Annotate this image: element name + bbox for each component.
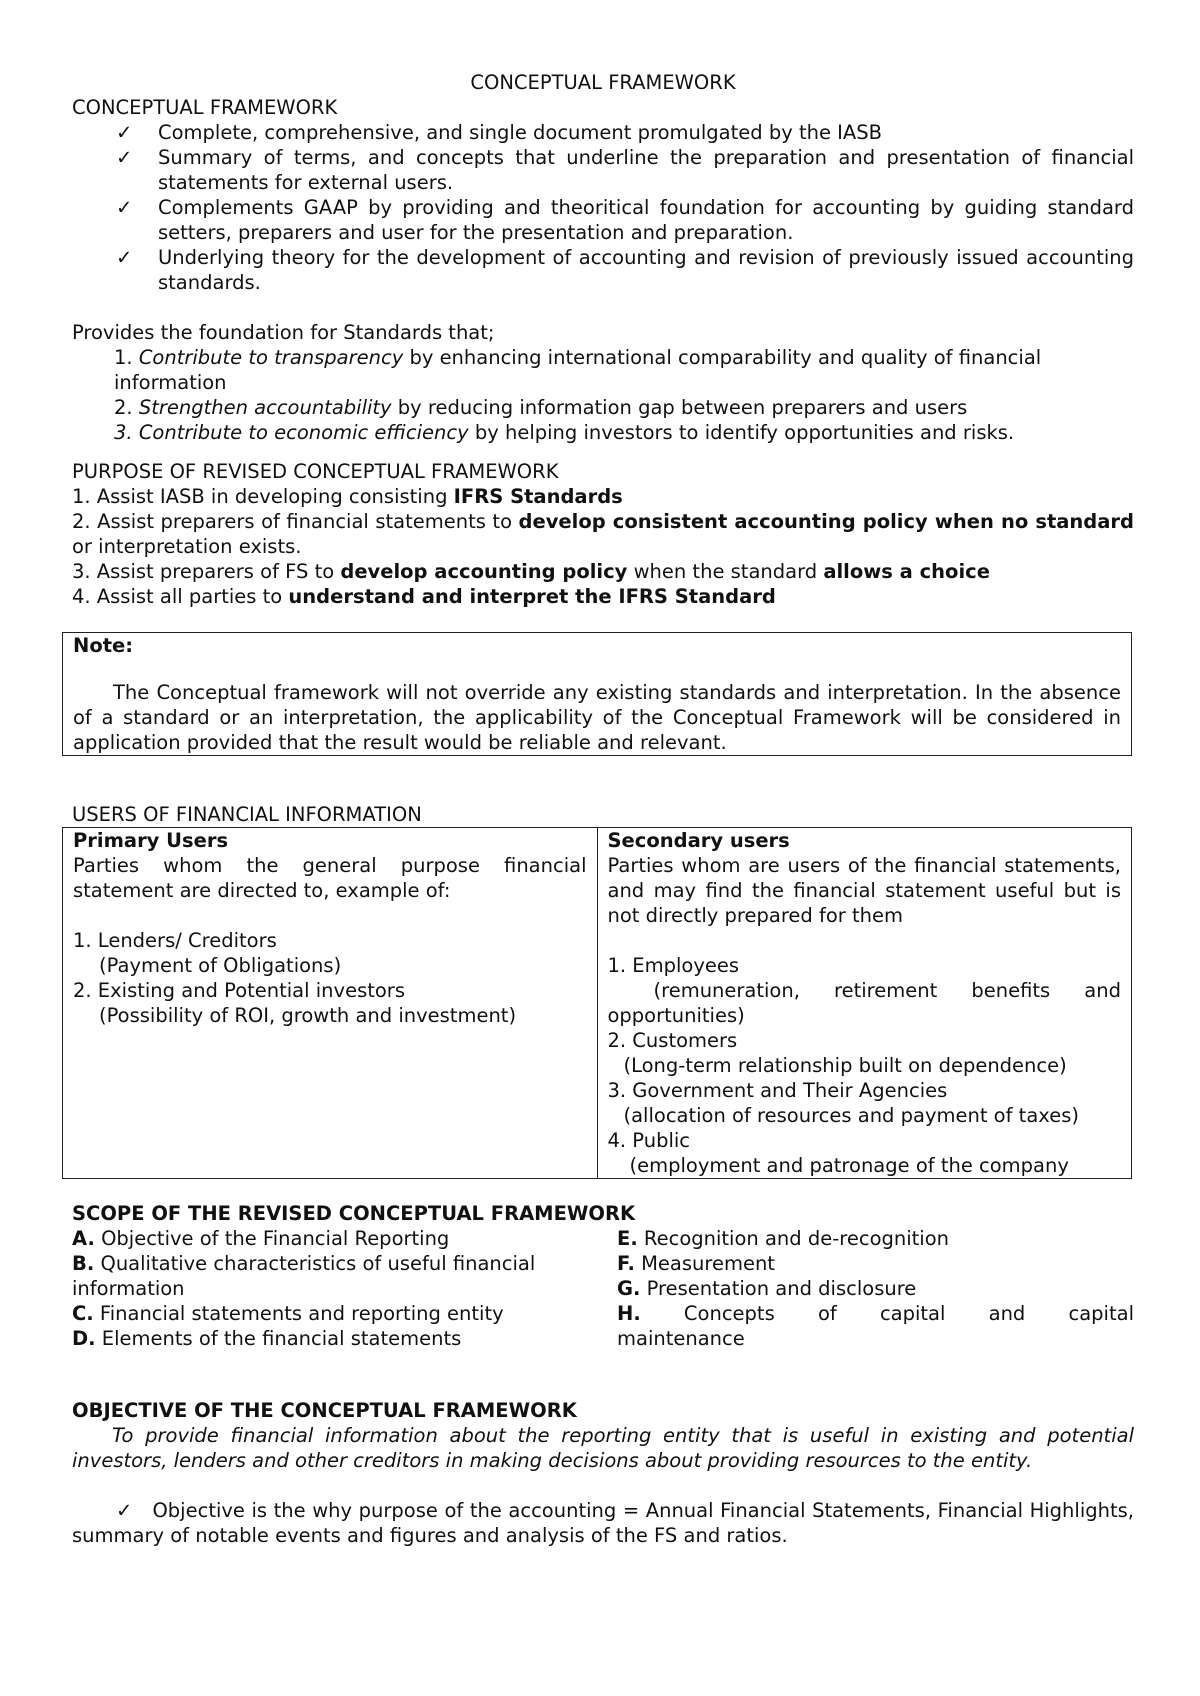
primary-users-title: Primary Users: [73, 829, 229, 852]
list-item: ✓ Complements GAAP by providing and theoritical foundation for accounting by guiding standard setters, preparers and user for the presentation and preparation.: [116, 196, 1134, 244]
list-item: ✓ Underlying theory for the development of accounting and revision of previously issued accounting standards.: [116, 246, 1134, 294]
list-item-detail: (employment and patronage of the company: [629, 1154, 1069, 1177]
list-item-detail: (allocation of resources and payment of taxes): [623, 1104, 1079, 1127]
list-item: F. Measurement: [617, 1252, 775, 1275]
checkmark-icon: ✓: [116, 246, 133, 269]
list-item: 3. Assist preparers of FS to develop accounting policy when the standard allows a choice: [72, 560, 990, 583]
secondary-users-title: Secondary users: [607, 829, 790, 852]
list-item: 2. Strengthen accountability by reducing information gap between preparers and users: [114, 396, 968, 419]
scope-columns: [72, 1226, 1134, 1351]
list-item: G. Presentation and disclosure: [617, 1277, 917, 1300]
list-item: 2. Customers: [607, 1029, 738, 1052]
checkmark-icon: ✓: [116, 146, 133, 169]
note-box: [62, 632, 1132, 756]
list-item: H. Concepts of capital and capital: [617, 1302, 1134, 1325]
document-page: [72, 70, 1134, 1548]
section-heading-conceptual-framework: CONCEPTUAL FRAMEWORK: [72, 96, 338, 119]
list-item: 3. Government and Their Agencies: [607, 1079, 948, 1102]
list-item: C. Financial statements and reporting entity: [72, 1302, 504, 1325]
section-heading-purpose: PURPOSE OF REVISED CONCEPTUAL FRAMEWORK: [72, 460, 559, 483]
list-item: A. Objective of the Financial Reporting: [72, 1227, 450, 1250]
list-item: D. Elements of the financial statements: [72, 1327, 462, 1350]
objective-check-item: ✓ Objective is the why purpose of the accounting = Annual Financial Statements, Financial Highlights, summary of notable events and figures and analysis of the FS and ratios.: [72, 1499, 1134, 1547]
note-body: The Conceptual framework will not override any existing standards and interpretation. In the absence of a standard or an interpretation, the applicability of the Conceptual Framework will be considered in application provided that the result would be reliable and relevant.: [73, 681, 1121, 754]
scope-right-column: [617, 1226, 1134, 1351]
list-item-continuation: maintenance: [617, 1327, 745, 1350]
scope-left-column: [72, 1226, 589, 1351]
list-item: 1. Assist IASB in developing consisting IFRS Standards: [72, 485, 623, 508]
foundation-list: [72, 345, 1134, 445]
checkmark-icon: ✓: [116, 1499, 133, 1522]
note-label: Note:: [73, 634, 134, 657]
list-item: 4. Public: [607, 1129, 691, 1152]
list-item-detail: (Possibility of ROI, growth and investment): [99, 1004, 517, 1027]
section-heading-scope: SCOPE OF THE REVISED CONCEPTUAL FRAMEWORK: [72, 1202, 636, 1225]
section-heading-objective: OBJECTIVE OF THE CONCEPTUAL FRAMEWORK: [72, 1399, 577, 1422]
checkmark-icon: ✓: [116, 196, 133, 219]
section-heading-users: USERS OF FINANCIAL INFORMATION: [72, 803, 422, 826]
list-item: 2. Assist preparers of financial statements to develop consistent accounting policy when no standard or interpretation exists.: [72, 510, 1135, 558]
list-item-detail: (remuneration, retirement benefits and opportunities): [607, 979, 1121, 1027]
users-table: [62, 827, 1132, 1179]
primary-users-cell: [63, 828, 598, 1179]
list-item: 2. Existing and Potential investors: [73, 979, 405, 1002]
list-item: ✓ Complete, comprehensive, and single document promulgated by the IASB: [116, 121, 882, 144]
list-item: ✓ Summary of terms, and concepts that underline the preparation and presentation of financial statements for external users.: [116, 146, 1134, 194]
primary-users-desc: Parties whom the general purpose financial statement are directed to, example of:: [73, 854, 587, 902]
secondary-users-cell: [597, 828, 1132, 1179]
secondary-users-desc: Parties whom are users of the financial statements, and may find the financial statement useful but is not directly prepared for them: [607, 854, 1121, 927]
list-item: 1. Employees: [607, 954, 740, 977]
list-item: 4. Assist all parties to understand and interpret the IFRS Standard: [72, 585, 776, 608]
list-item-detail: (Payment of Obligations): [99, 954, 342, 977]
list-item: E. Recognition and de-recognition: [617, 1227, 950, 1250]
conceptual-framework-checklist: [72, 120, 1134, 295]
list-item: B. Qualitative characteristics of useful financial information: [72, 1252, 536, 1300]
list-item-detail: (Long-term relationship built on dependence): [623, 1054, 1067, 1077]
list-item: 1. Lenders/ Creditors: [73, 929, 277, 952]
objective-text: To provide financial information about the reporting entity that is useful in existing and potential investors, lenders and other creditors in making decisions about providing resources to the entity.: [72, 1424, 1134, 1472]
list-item: 1. Contribute to transparency by enhancing international comparability and quality of financial information: [114, 346, 1042, 394]
list-item: 3. Contribute to economic efficiency by helping investors to identify opportunities and risks.: [114, 421, 1015, 444]
foundation-intro: Provides the foundation for Standards that;: [72, 321, 495, 344]
document-title: CONCEPTUAL FRAMEWORK: [470, 71, 736, 94]
checkmark-icon: ✓: [116, 121, 133, 144]
